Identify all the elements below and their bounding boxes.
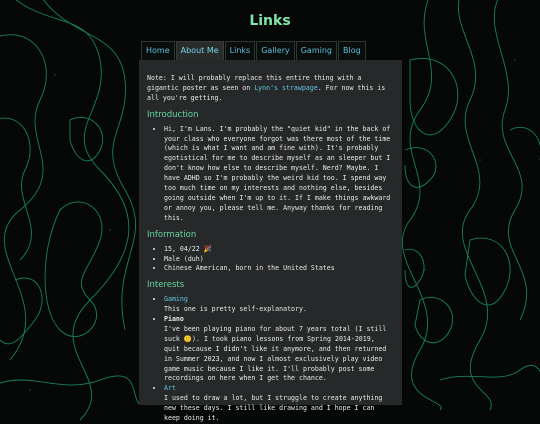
tab-links[interactable]: Links bbox=[225, 41, 256, 60]
art-desc: I used to draw a lot, but I struggle to create anything new these days. I still like drawing and I hope I can keep doing it. bbox=[164, 394, 383, 423]
introduction-text: • Hi, I'm Lans. I'm probably the "quiet kid" in the back of your class who everyone forgot was there most of the time (which is what I want and am fine with). It's probably egotistical for me to describe myself as an sleeper but I don't know how else to describe myself. Nerd? Maybe. I have ADHD so I'm probably the weird kid too. I spend way too much time on my interests and nothing else, besides going outside when I'm up to it. If I make things awkward or annoy you, please tell me. Anyway thanks for reading this. bbox=[164, 125, 394, 224]
content-panel bbox=[139, 60, 402, 423]
interest-gaming bbox=[164, 295, 394, 315]
list-item bbox=[164, 245, 394, 255]
gaming-desc: This one is pretty self-explanatory. bbox=[164, 305, 307, 314]
information-heading: Information bbox=[147, 229, 197, 240]
introduction-heading: Introduction bbox=[147, 109, 199, 120]
information-list bbox=[147, 245, 394, 275]
nav-tabs bbox=[141, 41, 366, 59]
party-popper-icon: 🎉 bbox=[203, 244, 212, 253]
interests-list bbox=[147, 295, 394, 424]
piano-desc: I've been playing piano for about 7 years total (I still suck 🙂). I took piano lessons from Spring 2014-2019, quit because I didn't like it anymore, and then returned in Summer 2023, and now I almost exclusively play video game music because I like it. I'll probably post some recordings on here when I get the chance. bbox=[164, 324, 387, 383]
tab-blog[interactable]: Blog bbox=[338, 41, 366, 60]
piano-title: Piano bbox=[164, 315, 184, 324]
tab-home[interactable]: Home bbox=[141, 41, 175, 60]
interests-heading: Interests bbox=[147, 280, 185, 291]
note-suffix: . For now this is all you're getting. bbox=[147, 83, 386, 102]
tab-gaming[interactable]: Gaming bbox=[296, 41, 337, 60]
list-item: • Chinese American, born in the United States bbox=[164, 264, 394, 274]
strawpage-link[interactable]: Lynn's strawpage bbox=[254, 83, 318, 92]
interest-piano bbox=[164, 315, 394, 384]
birthday-text: 15, 04/22 bbox=[164, 244, 200, 253]
note-prefix: Note: I will probably replace this entire thing with a gigantic poster as seen on bbox=[147, 74, 362, 92]
site-title: Links bbox=[249, 13, 291, 29]
art-link[interactable]: Art bbox=[164, 384, 176, 393]
tab-about-me[interactable]: About Me bbox=[176, 41, 224, 60]
tab-gallery[interactable]: Gallery bbox=[256, 41, 295, 60]
list-item: • Male (duh) bbox=[164, 255, 394, 265]
introduction-list bbox=[147, 125, 394, 224]
note-paragraph bbox=[147, 74, 394, 104]
interest-art bbox=[164, 384, 394, 424]
gaming-link[interactable]: Gaming bbox=[164, 295, 188, 304]
